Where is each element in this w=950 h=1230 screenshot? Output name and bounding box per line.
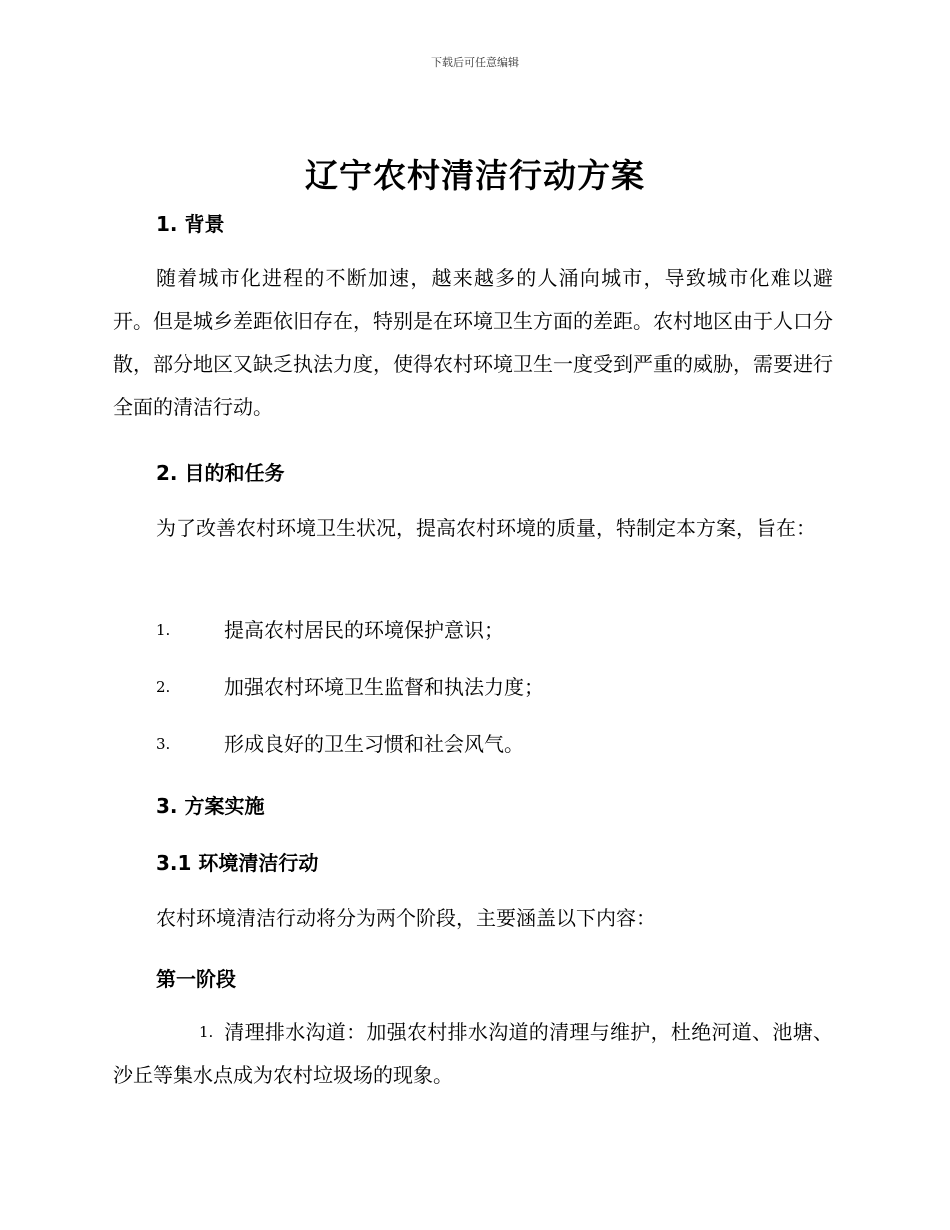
list-number: 1. xyxy=(199,1023,214,1041)
cleaning-paragraph: 农村环境清洁行动将分为两个阶段，主要涵盖以下内容： xyxy=(156,906,656,930)
list-text: 清理排水沟道：加强农村排水沟道的清理与维护，杜绝河道、池塘、沙丘等集水点成为农村垃圾场的现象。 xyxy=(113,1020,833,1087)
section-heading-cleaning: 3.1 环境清洁行动 xyxy=(156,851,319,875)
list-item xyxy=(156,609,833,652)
section-heading-implementation: 3. 方案实施 xyxy=(156,794,265,818)
background-paragraph: 随着城市化进程的不断加速，越来越多的人涌向城市，导致城市化难以避开。但是城乡差距依旧存在，特别是在环境卫生方面的差距。农村地区由于人口分散，部分地区又缺乏执法力度，使得农村环境卫生一度受到严重的威胁，需要进行全面的清洁行动。 xyxy=(113,266,833,419)
page-header: 下载后可任意编辑 xyxy=(431,56,519,69)
list-number: 2. xyxy=(156,678,171,696)
goals-paragraph: 为了改善农村环境卫生状况，提高农村环境的质量，特制定本方案，旨在： xyxy=(156,516,816,540)
section-heading-background: 1. 背景 xyxy=(156,212,225,236)
list-text: 形成良好的卫生习惯和社会风气。 xyxy=(224,732,524,756)
section-heading-phase1: 第一阶段 xyxy=(156,967,236,991)
list-number: 1. xyxy=(156,621,171,639)
list-item xyxy=(113,1011,833,1097)
section-heading-goals: 2. 目的和任务 xyxy=(156,461,285,485)
list-text: 提高农村居民的环境保护意识； xyxy=(224,618,504,642)
list-number: 3. xyxy=(156,735,171,753)
list-item xyxy=(156,666,833,709)
document-title: 辽宁农村清洁行动方案 xyxy=(305,156,645,195)
list-text: 加强农村环境卫生监督和执法力度； xyxy=(224,675,544,699)
list-item xyxy=(156,723,833,766)
